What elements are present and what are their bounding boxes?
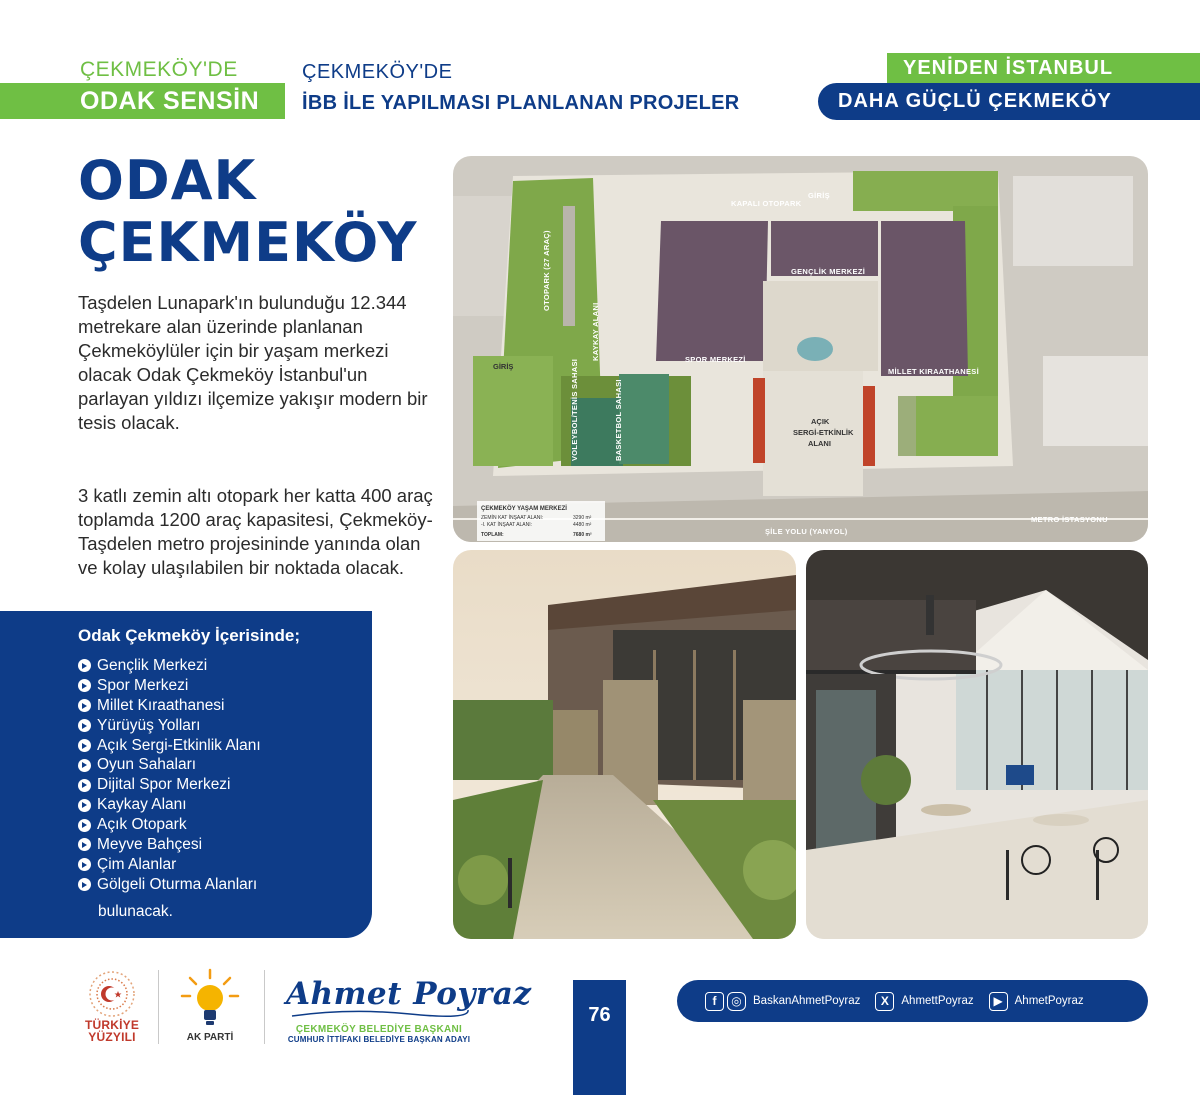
page-title [78,150,418,274]
plan-label-genclik: GENÇLİK MERKEZİ [791,267,866,276]
list-item: Çim Alanlar [78,855,261,875]
youtube-icon[interactable]: ▶ [989,992,1008,1011]
social-handle-youtube[interactable]: AhmetPoyraz [1014,995,1084,1007]
header-right-slogan-main: DAHA GÜÇLÜ ÇEKMEKÖY [818,83,1200,120]
plan-label-giris-left: GİRİŞ [493,362,514,371]
page-title-line2: ÇEKMEKÖY [78,211,418,274]
play-bullet-icon [78,838,91,851]
mayor-title: ÇEKMEKÖY BELEDİYE BAŞKANI [295,1024,463,1035]
interior-render-image [806,550,1148,939]
instagram-icon[interactable]: ◎ [727,992,746,1011]
list-item: Dijital Spor Merkezi [78,775,261,795]
plan-table-row2-label: -I. KAT İNŞAAT ALANI: [481,522,533,528]
list-item: Açık Otopark [78,815,261,835]
header-left-top: ÇEKMEKÖY'DE [80,58,238,81]
turkiye-yuzyili-text: TÜRKİYE YÜZYILI [84,1018,140,1044]
plan-table-row2-value: 4480 m² [573,522,592,528]
header-left-main: ODAK SENSİN [80,87,260,115]
plan-label-giris-top: GİRİŞ [808,191,830,200]
site-plan-image [453,156,1148,542]
plan-label-spor: SPOR MERKEZİ [685,355,746,364]
plan-label-acik-1: AÇIK [811,417,830,426]
header-right-slogan-top: YENİDEN İSTANBUL [887,53,1200,83]
play-bullet-icon [78,779,91,792]
ak-parti-label: AK PARTİ [186,1032,234,1043]
plan-label-voleybol: VOLEYBOL/TENİS SAHASI [570,358,579,461]
description-paragraph-2: 3 katlı zemin altı otopark her katta 400 araç toplamda 1200 araç kapasitesi, Çekmeköy-Taşdelen metro projesininde yanında olan ve kolay ulaşılabilen bir noktada olacak. [78,485,433,578]
list-item: Yürüyüş Yolları [78,716,261,736]
facebook-icon[interactable]: f [705,992,724,1011]
plan-label-acik-3: ALANI [808,439,831,448]
play-bullet-icon [78,878,91,891]
social-handle-x[interactable]: AhmettPoyraz [901,995,974,1007]
plan-table-title: ÇEKMEKÖY YAŞAM MERKEZİ [481,506,567,512]
features-ending: bulunacak. [98,903,173,920]
page-title-line1: ODAK [78,149,257,212]
play-bullet-icon [78,659,91,672]
play-bullet-icon [78,719,91,732]
plan-label-kaykay: KAYKAY ALANI [591,302,600,361]
play-bullet-icon [78,819,91,832]
list-item: Kaykay Alanı [78,795,261,815]
header-mid-main: İBB İLE YAPILMASI PLANLANAN PROJELER [302,92,740,114]
header-mid-top: ÇEKMEKÖY'DE [302,61,453,83]
footer-divider [264,970,265,1044]
list-item: Açık Sergi-Etkinlik Alanı [78,736,261,756]
plan-table-row1-label: ZEMİN KAT İNŞAAT ALANI: [481,515,544,521]
plan-table-total-value: 7680 m² [573,532,592,538]
list-item: Millet Kıraathanesi [78,696,261,716]
plan-table-row1-value: 3290 m² [573,515,592,521]
list-item: Meyve Bahçesi [78,835,261,855]
play-bullet-icon [78,699,91,712]
list-item: Spor Merkezi [78,676,261,696]
plan-label-metro: METRO İSTASYONU [1031,515,1108,524]
plan-table-total-label: TOPLAM: [481,532,504,538]
social-handle-facebook-instagram[interactable]: BaskanAhmetPoyraz [753,995,861,1007]
features-title: Odak Çekmeköy İçerisinde; [78,626,301,645]
play-bullet-icon [78,739,91,752]
signature-swash [290,1006,470,1020]
page-number: 76 [573,980,626,1095]
play-bullet-icon [78,858,91,871]
signature-name: Ahmet Poyraz [286,976,532,1012]
plan-label-kapali-otopark: KAPALI OTOPARK [731,199,802,208]
exterior-render-image [453,550,796,939]
plan-label-sile-yolu: ŞİLE YOLU (YANYOL) [765,527,848,536]
footer-divider [158,970,159,1044]
plan-label-otopark: OTOPARK (27 ARAÇ) [542,230,551,311]
x-twitter-icon[interactable]: X [875,992,894,1011]
plan-label-acik-2: SERGİ-ETKİNLİK [793,428,854,437]
list-item: Gölgeli Oturma Alanları [78,875,261,895]
play-bullet-icon [78,759,91,772]
ak-parti-logo [176,966,244,1030]
social-links-bar [677,980,1148,1022]
candidate-title: CUMHUR İTTİFAKI BELEDİYE BAŞKAN ADAYI [287,1035,471,1044]
plan-label-basketbol: BASKETBOL SAHASI [614,379,623,461]
play-bullet-icon [78,799,91,812]
features-list [78,656,261,895]
play-bullet-icon [78,679,91,692]
plan-label-millet: MİLLET KIRAATHANESİ [888,367,979,376]
description-paragraph-1: Taşdelen Lunapark'ın bulunduğu 12.344 metrekare alan üzerinde planlanan Çekmeköylüler için bir yaşam merkezi olacak Odak Çekmeköy İstanbul'un parlayan yıldızı ilçemize yakışır modern bir tesis olacak. [78,292,428,433]
list-item: Oyun Sahaları [78,755,261,775]
list-item: Gençlik Merkezi [78,656,261,676]
